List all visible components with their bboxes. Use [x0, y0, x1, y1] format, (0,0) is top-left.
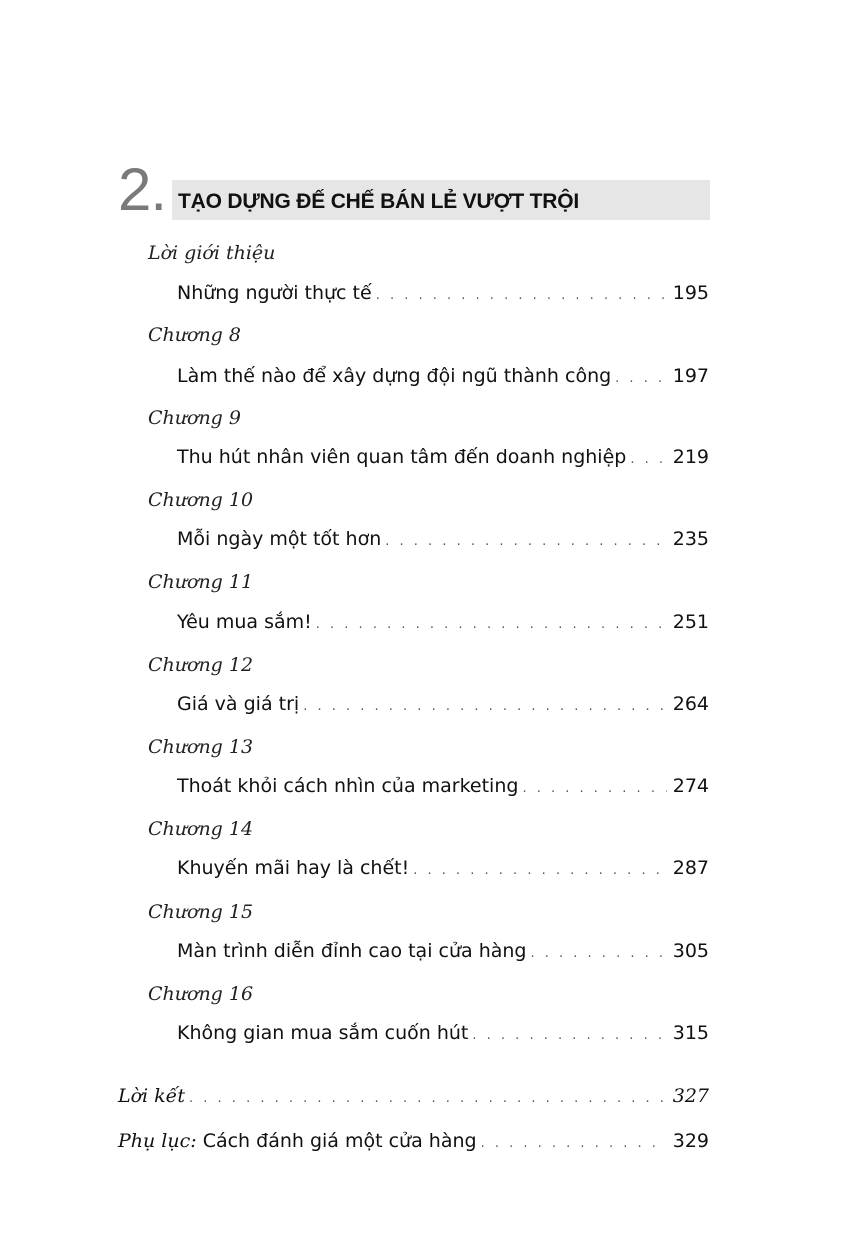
- toc-appendix-title-wrap: [118, 1127, 477, 1155]
- part-title: TẠO DỰNG ĐẾ CHẾ BÁN LẺ VƯỢT TRỘI: [178, 190, 580, 213]
- toc-appendix-title: Cách đánh giá một cửa hàng: [202, 1130, 477, 1152]
- toc-entry-page: 274: [672, 775, 709, 797]
- toc-entry-page: 287: [672, 857, 709, 879]
- toc-entry-title: Yêu mua sắm!: [177, 611, 312, 633]
- chapter-label: Chương 16: [148, 983, 254, 1005]
- chapter-label: Chương 8: [148, 324, 241, 346]
- toc-appendix-lead: Phụ lục:: [118, 1130, 197, 1152]
- toc-closing-title: Lời kết: [118, 1085, 186, 1107]
- toc-entry-page: 315: [672, 1022, 709, 1044]
- toc-entry[interactable]: [177, 937, 709, 965]
- dot-leader: [630, 446, 666, 474]
- chapter-label: Chương 15: [148, 901, 254, 923]
- toc-entry[interactable]: [177, 1019, 709, 1047]
- toc-entry-page: 305: [672, 940, 709, 962]
- toc-entry-page: 197: [672, 365, 709, 387]
- chapter-label: Lời giới thiệu: [148, 242, 276, 264]
- toc-entry-title: Thu hút nhân viên quan tâm đến doanh nghiệp: [177, 446, 627, 468]
- toc-entry-page: 264: [672, 693, 709, 715]
- dot-leader: [376, 282, 667, 310]
- toc-entry-title: Khuyến mãi hay là chết!: [177, 857, 410, 879]
- toc-entry-page: 251: [672, 611, 709, 633]
- dot-leader: [615, 365, 667, 393]
- toc-entry-page: 219: [672, 446, 709, 468]
- dot-leader: [316, 611, 667, 639]
- toc-entry[interactable]: [177, 443, 709, 471]
- dot-leader: [481, 1130, 667, 1158]
- toc-closing-page: 327: [672, 1085, 709, 1107]
- chapter-label: Chương 13: [148, 736, 254, 758]
- toc-entry-title: Màn trình diễn đỉnh cao tại cửa hàng: [177, 940, 527, 962]
- part-header: [118, 158, 710, 222]
- toc-entry-page: 195: [672, 282, 709, 304]
- dot-leader: [472, 1022, 666, 1050]
- toc-entry[interactable]: [177, 854, 709, 882]
- chapter-label: Chương 11: [148, 571, 254, 593]
- dot-leader: [303, 693, 667, 721]
- toc-entry-page: 235: [672, 528, 709, 550]
- chapter-label: Chương 12: [148, 654, 254, 676]
- dot-leader: [189, 1085, 667, 1113]
- toc-closing[interactable]: [118, 1082, 709, 1110]
- toc-appendix[interactable]: [118, 1127, 709, 1155]
- toc-entry[interactable]: [177, 525, 709, 553]
- toc-entry-title: Thoát khỏi cách nhìn của marketing: [177, 775, 519, 797]
- part-title-bar: [172, 180, 710, 220]
- toc-entry-title: Mỗi ngày một tốt hơn: [177, 528, 382, 550]
- chapter-label: Chương 14: [148, 818, 254, 840]
- toc-entry[interactable]: [177, 362, 709, 390]
- toc-entry-title: Không gian mua sắm cuốn hút: [177, 1022, 469, 1044]
- toc-entry[interactable]: [177, 772, 709, 800]
- dot-leader: [385, 528, 666, 556]
- toc-appendix-page: 329: [672, 1130, 709, 1152]
- toc-entry[interactable]: [177, 690, 709, 718]
- toc-entry-title: Những người thực tế: [177, 282, 372, 304]
- toc-entry-title: Giá và giá trị: [177, 693, 300, 715]
- dot-leader: [522, 775, 666, 803]
- toc-entry[interactable]: [177, 279, 709, 307]
- part-number: 2.: [118, 156, 167, 223]
- chapter-label: Chương 9: [148, 407, 241, 429]
- dot-leader: [413, 857, 667, 885]
- toc-entry-title: Làm thế nào để xây dựng đội ngũ thành công: [177, 365, 612, 387]
- toc-entry[interactable]: [177, 608, 709, 636]
- chapter-label: Chương 10: [148, 489, 254, 511]
- dot-leader: [530, 940, 666, 968]
